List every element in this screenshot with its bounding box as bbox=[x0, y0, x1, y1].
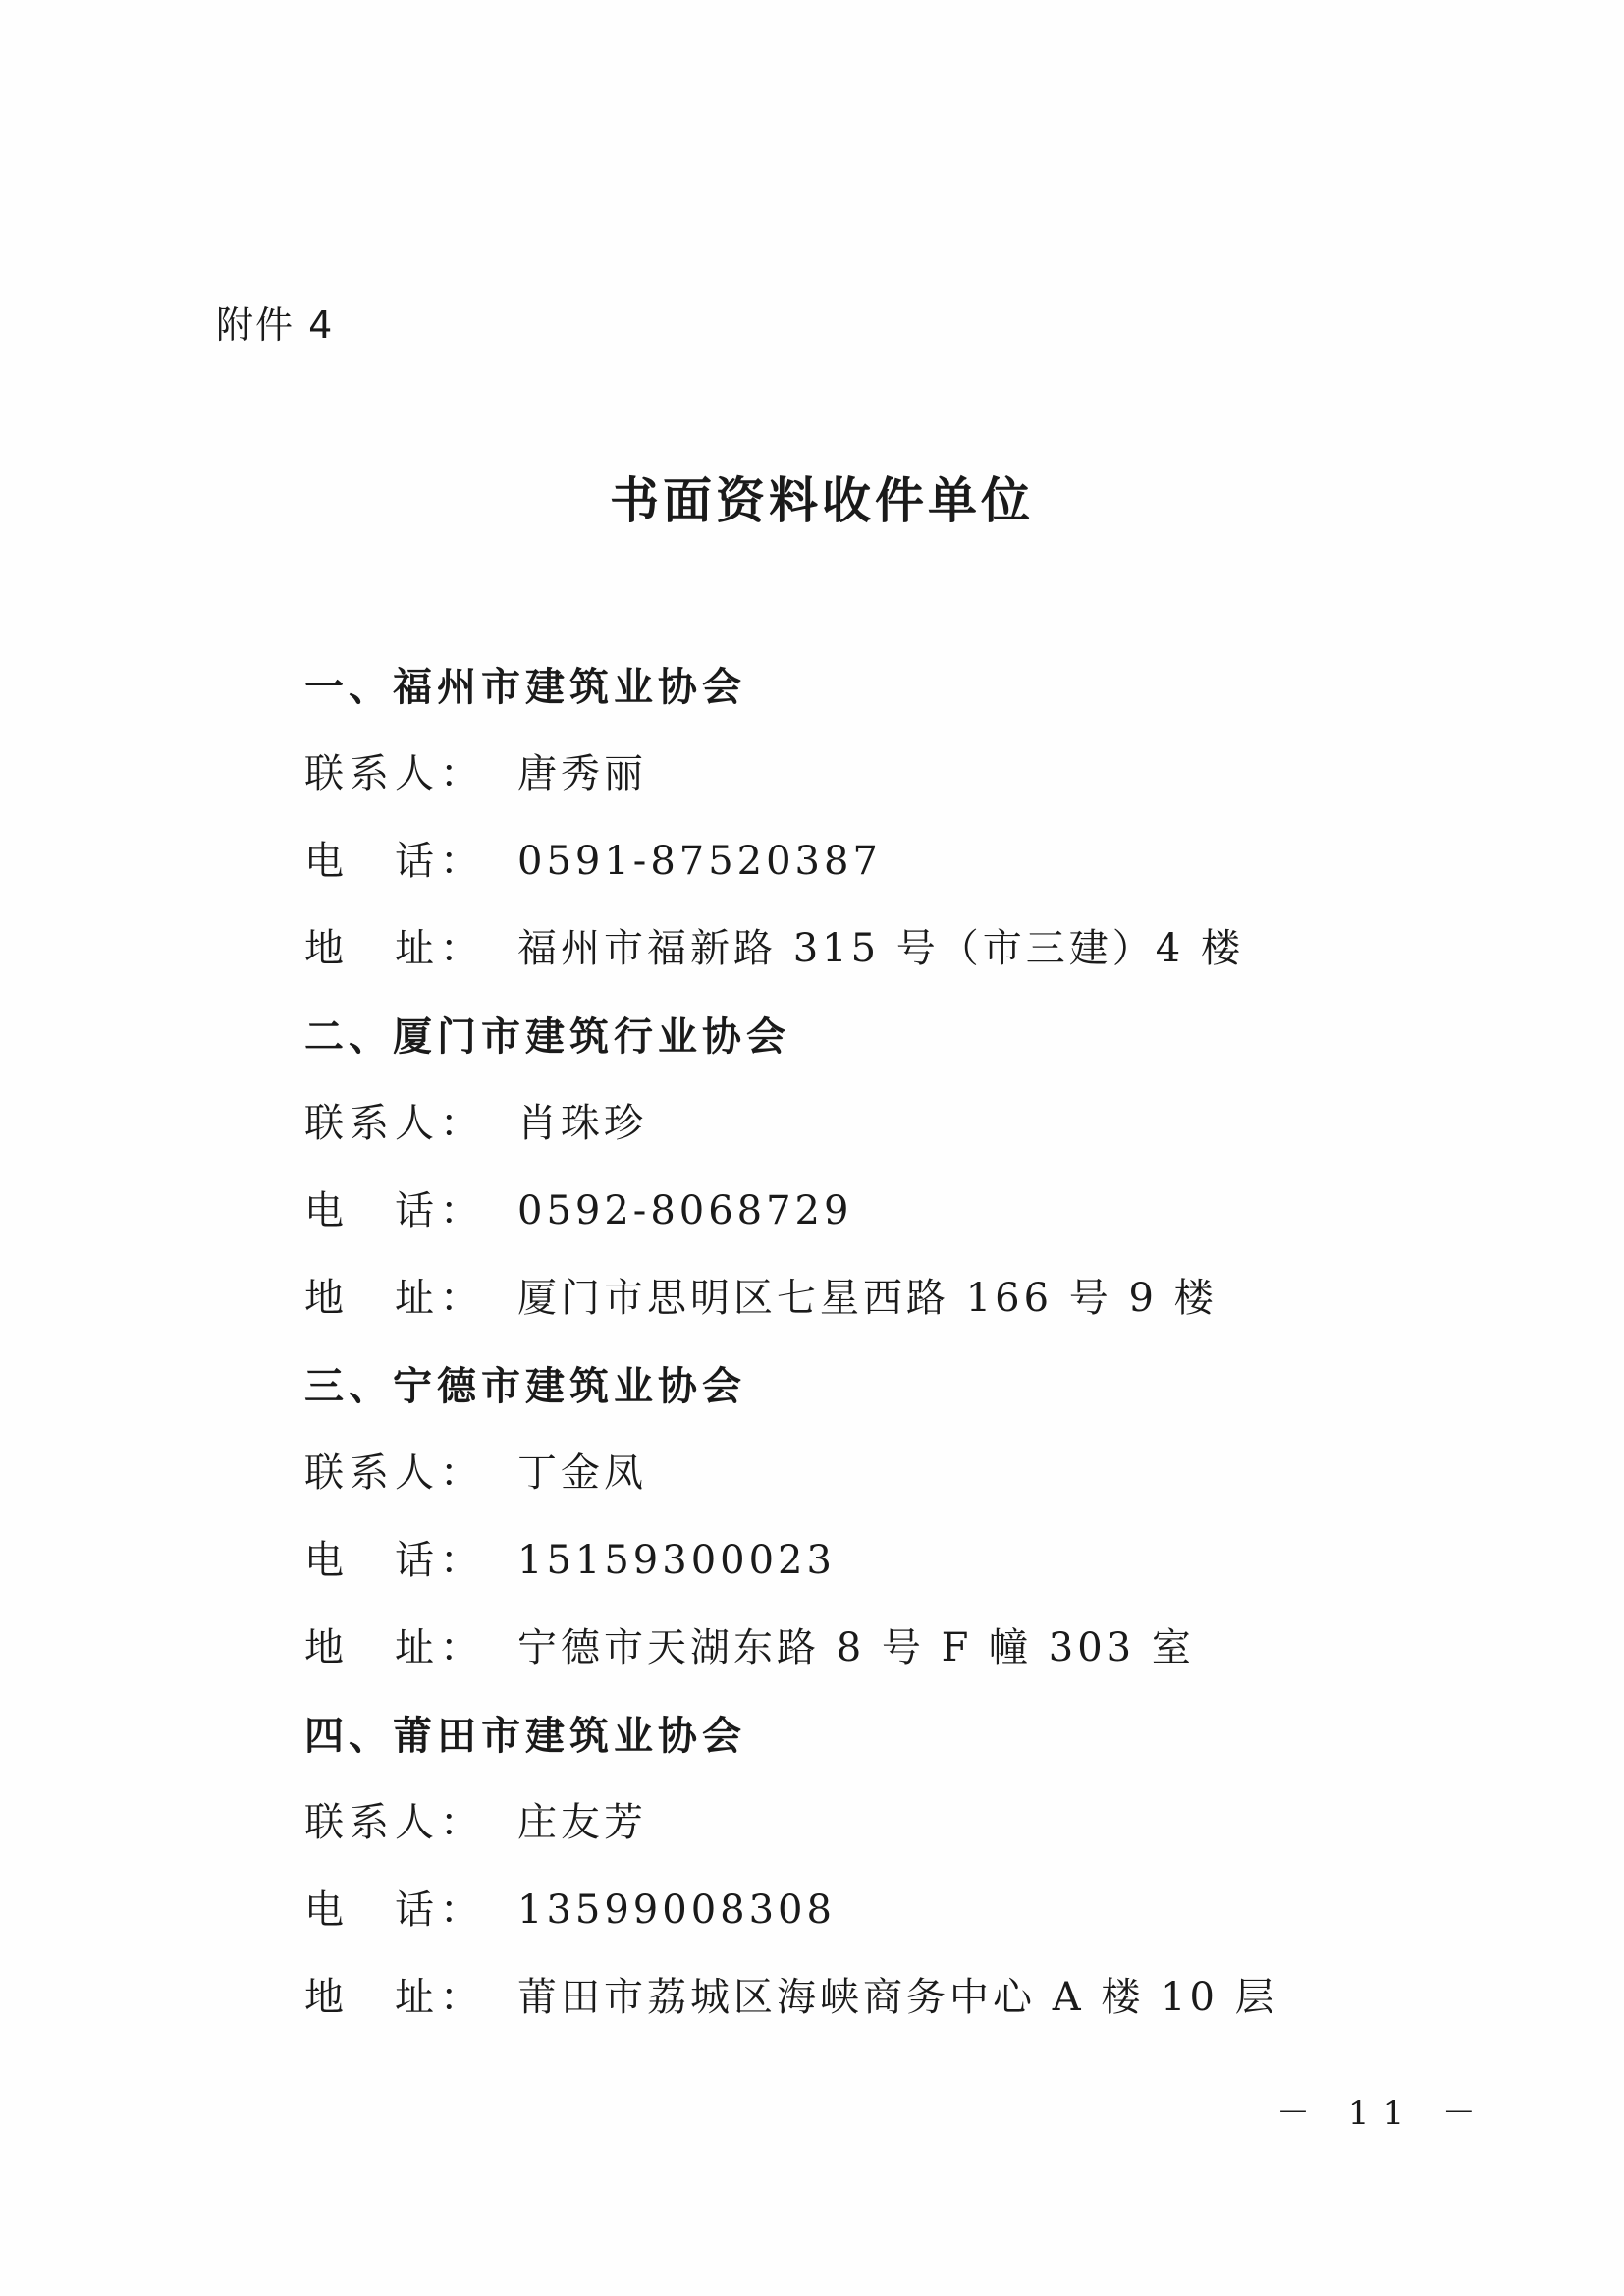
address-line bbox=[304, 1605, 1483, 1692]
contact-line bbox=[304, 731, 1483, 818]
contact-label: 联系人： bbox=[304, 1450, 485, 1496]
phone-line bbox=[304, 818, 1483, 905]
address-value: 厦门市思明区七星西路 166 号 9 楼 bbox=[517, 1276, 1218, 1321]
phone-value: 13599008308 bbox=[517, 1887, 836, 1933]
recipient-section bbox=[304, 993, 1483, 1342]
contact-value: 庄友芳 bbox=[517, 1800, 647, 1845]
section-heading: 一、福州市建筑业协会 bbox=[304, 664, 746, 710]
address-label: 地 址： bbox=[304, 1276, 485, 1321]
phone-label: 电 话： bbox=[304, 839, 485, 884]
phone-line bbox=[304, 1517, 1483, 1605]
contact-value: 唐秀丽 bbox=[517, 751, 647, 796]
document-title: 书面资料收件单位 bbox=[610, 471, 1034, 529]
address-line bbox=[304, 905, 1483, 993]
contact-label: 联系人： bbox=[304, 1101, 485, 1146]
address-value: 宁德市天湖东路 8 号 F 幢 303 室 bbox=[517, 1625, 1195, 1670]
phone-label: 电 话： bbox=[304, 1538, 485, 1583]
attachment-label: 附件 4 bbox=[216, 303, 335, 347]
phone-value: 15159300023 bbox=[517, 1538, 836, 1583]
contact-line bbox=[304, 1080, 1483, 1168]
phone-line bbox=[304, 1168, 1483, 1255]
section-heading: 四、莆田市建筑业协会 bbox=[304, 1713, 746, 1759]
section-heading: 三、宁德市建筑业协会 bbox=[304, 1363, 746, 1409]
contact-line bbox=[304, 1779, 1483, 1867]
address-line bbox=[304, 1255, 1483, 1342]
section-heading: 二、厦门市建筑行业协会 bbox=[304, 1013, 790, 1060]
contact-value: 丁金凤 bbox=[517, 1450, 647, 1496]
address-line bbox=[304, 1954, 1483, 2042]
contact-line bbox=[304, 1430, 1483, 1517]
phone-label: 电 话： bbox=[304, 1188, 485, 1233]
phone-value: 0591-87520387 bbox=[517, 839, 882, 884]
address-value: 莆田市荔城区海峡商务中心 A 楼 10 层 bbox=[517, 1975, 1278, 2020]
contact-value: 肖珠珍 bbox=[517, 1101, 647, 1146]
recipient-section bbox=[304, 1342, 1483, 1692]
phone-value: 0592-8068729 bbox=[517, 1188, 853, 1233]
phone-label: 电 话： bbox=[304, 1887, 485, 1933]
recipient-list bbox=[304, 643, 1483, 2042]
address-value: 福州市福新路 315 号（市三建）4 楼 bbox=[517, 926, 1244, 971]
recipient-section bbox=[304, 1692, 1483, 2042]
recipient-section bbox=[304, 643, 1483, 993]
contact-label: 联系人： bbox=[304, 751, 485, 796]
address-label: 地 址： bbox=[304, 1975, 485, 2020]
contact-label: 联系人： bbox=[304, 1800, 485, 1845]
address-label: 地 址： bbox=[304, 1625, 485, 1670]
page-number: － 11 － bbox=[1276, 2094, 1489, 2133]
address-label: 地 址： bbox=[304, 926, 485, 971]
phone-line bbox=[304, 1867, 1483, 1954]
